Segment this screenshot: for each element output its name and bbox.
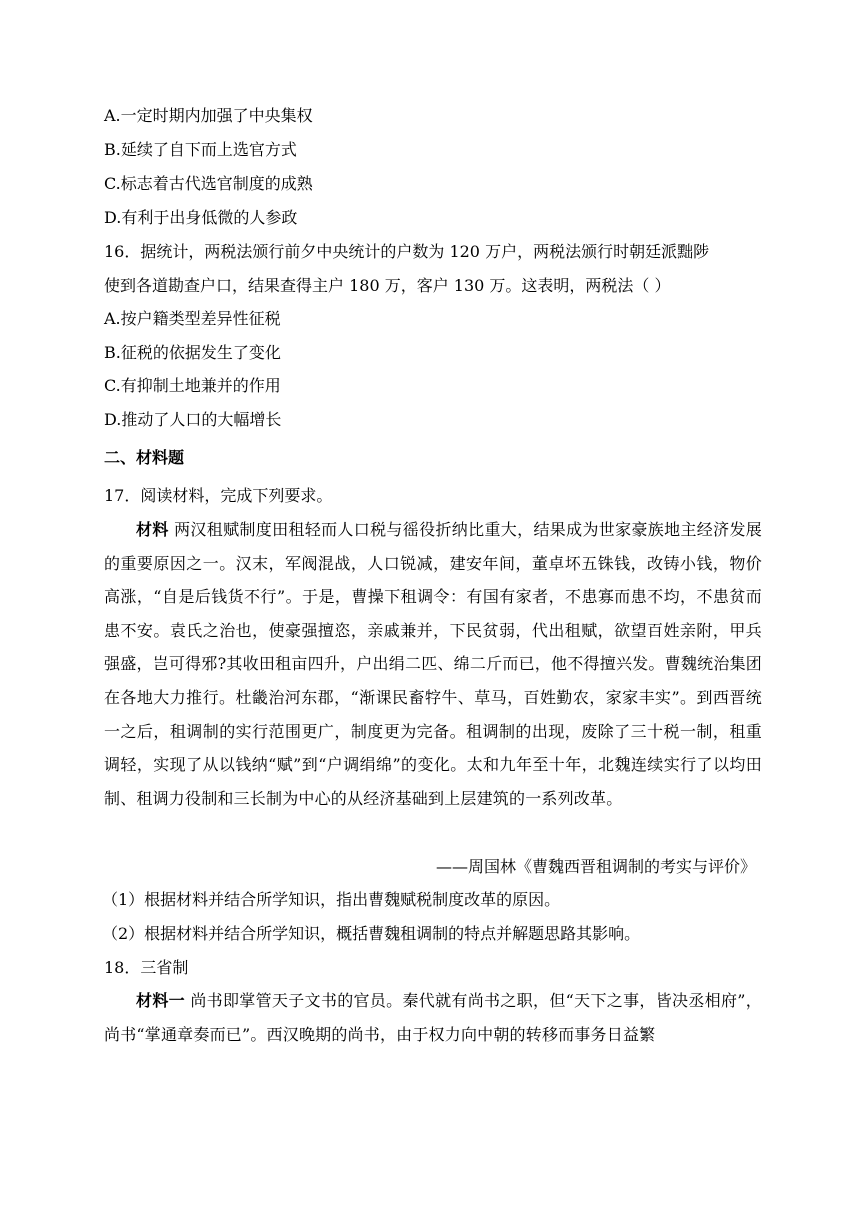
q17-subquestion-2: （2）根据材料并结合所学知识，概括曹魏租调制的特点并解题思路其影响。 [102, 924, 641, 943]
section-heading: 二、材料题 [104, 448, 185, 467]
q16-option-b: B.征税的依据发生了变化 [104, 343, 281, 362]
q16-stem-line-1: 16．据统计，两税法颁行前夕中央统计的户数为 120 万户，两税法颁行时朝廷派黜陟 [104, 242, 710, 261]
q18-stem: 18．三省制 [104, 958, 189, 977]
q17-subquestion-1: （1）根据材料并结合所学知识，指出曹魏赋税制度改革的原因。 [102, 890, 561, 909]
q15-option-b: B.延续了自下而上选官方式 [104, 140, 297, 159]
q18-material-label: 材料一 [136, 991, 185, 1010]
q15-option-d: D.有利于出身低微的人参政 [104, 208, 298, 227]
q17-stem: 17．阅读材料，完成下列要求。 [104, 486, 333, 505]
q16-option-a: A.按户籍类型差异性征税 [104, 309, 281, 328]
q17-source: ——周国林《曹魏西晋租调制的考实与评价》 [435, 857, 756, 876]
q17-material-text: 两汉租赋制度田租轻而人口税与徭役折纳比重大，结果成为世家豪族地主经济发展的重要原因之一。汉末，军阀混战，人口锐减，建安年间，董卓坏五铢钱，改铸小钱，物价高涨，“自是后钱货不行”。于是，曹操下租调令：有国有家者，不患寡而患不均，不患贫而患不安。袁氏之治也，使豪强擅恣，亲戚兼并，下民贫弱，代出租赋，欲望百姓亲附，甲兵强盛，岂可得邪?其收田租亩四升，户出绢二匹、绵二斤而已，他不得擅兴发。曹魏统治集团在各地大力推行。杜畿治河东郡，“渐课民畜牸牛、草马，百姓勤农，家家丰实”。到西晋统一之后，租调制的实行范围更广，制度更为完备。租调制的出现，废除了三十税一制，租重调轻，实现了从以钱纳“赋”到“户调绢绵”的变化。太和九年至十年，北魏连续实行了以均田制、租调力役制和三长制为中心的从经济基础到上层建筑的一系列改革。 [104, 520, 762, 808]
q16-stem-line-2: 使到各道勘查户口，结果查得主户 180 万，客户 130 万。这表明，两税法（ ） [104, 276, 671, 295]
q15-option-c: C.标志着古代选官制度的成熟 [104, 174, 313, 193]
q16-option-c: C.有抑制土地兼并的作用 [104, 376, 281, 395]
q15-option-a: A.一定时期内加强了中央集权 [104, 106, 313, 125]
q18-material-text: 尚书即掌管天子文书的官员。秦代就有尚书之职，但“天下之事，皆决丞相府”，尚书“掌通章奏而已”。西汉晚期的尚书，由于权力向中朝的转移而事务日益繁 [104, 991, 762, 1044]
q18-material-1 [104, 984, 762, 1051]
q17-material-label: 材料 [136, 520, 169, 539]
q17-material [104, 513, 762, 815]
q16-option-d: D.推动了人口的大幅增长 [104, 410, 282, 429]
